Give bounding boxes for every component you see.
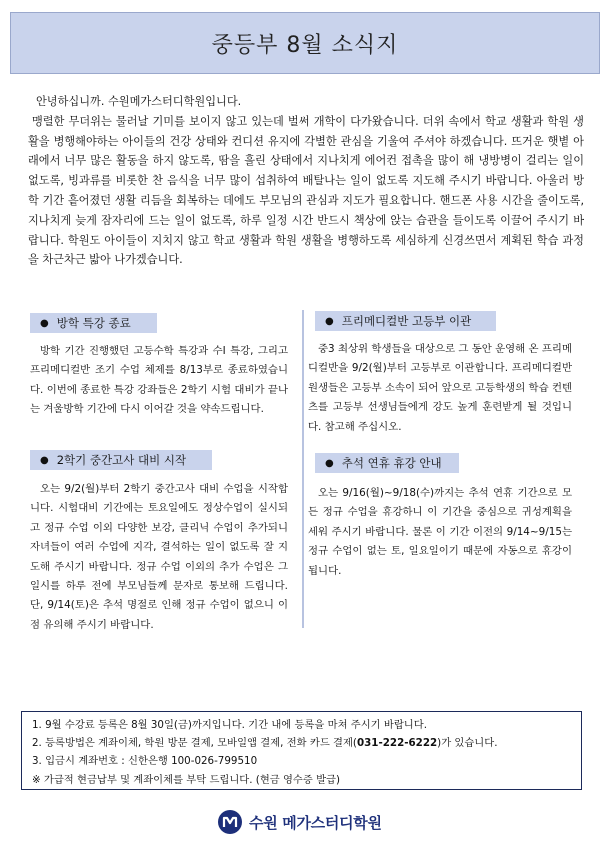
section-heading: 프리메디컬반 고등부 이관 (341, 314, 472, 328)
page-title: 중등부 8월 소식지 (211, 32, 399, 58)
bullet-icon: ● (40, 317, 49, 329)
bullet-icon: ● (325, 457, 334, 469)
megastudy-logo-icon (217, 809, 243, 835)
section-text-midterm: 오는 9/2(월)부터 2학기 중간고사 대비 수업을 시작합니다. 시험대비 기간에는 토요일에도 정상수업이 실시되고 정규 수업 이외 다양한 보강, 클리닉 수업이 추가되니 자녀들이 여러 수업에 지각, 결석하는 일이 없도록 잘 지도해 주시기 바랍니다. 정규 수업 이외의 추가 수업은 그 일시를 하루 전에 부모님들께 문자로 통보해 드립니다. 단, 9/14(토)은 추석 명절로 인해 정규 수업이 없으니 이 점 유의해 주시기 바랍니다. (30, 483, 288, 631)
title-banner (10, 12, 600, 74)
section-header-special-end (30, 313, 157, 333)
intro-body: 맹렬한 무더위는 물러날 기미를 보이지 않고 있는데 벌써 개학이 다가왔습니다. 더위 속에서 학교 생활과 학원 생활을 병행해야하는 아이들의 건강 상태와 컨디션 유지에 각별한 관심을 기울여 주셔야 하겠습니다. 뜨거운 햇볕 아래에서 너무 많은 활동을 하지 않도록, 땀을 흘린 상태에서 지나치게 에어컨 접촉을 많이 해 냉방병이 걸리는 일이 없도록, 빙과류를 비롯한 찬 음식을 너무 많이 섭취하여 배탈나는 일이 없도록 지도해 주시기 바랍니다. 아울러 방학 기간 흩어졌던 생활 리듬을 회복하는 데에도 부모님의 관심과 지도가 필요합니다. 핸드폰 사용 시간을 줄이도록, 지나치게 늦게 잠자리에 드는 일이 없도록, 하루 일정 시간 반드시 책상에 앉는 습관을 들이도록 이끌어 주시기 바랍니다. 학원도 아이들이 지치지 않고 학교 생활과 학원 생활을 병행하도록 세심하게 신경쓰면서 계획된 학습 과정을 차근차근 밟아 나가겠습니다. (28, 114, 584, 267)
section-heading: 2학기 중간고사 대비 시작 (56, 453, 187, 467)
academy-name: 수원 메가스터디학원 (249, 813, 382, 832)
section-header-midterm (30, 450, 212, 470)
phone-number: 031-222-6222 (356, 737, 438, 750)
academy-logo (217, 809, 382, 835)
section-text-premed: 중3 최상위 학생들을 대상으로 그 동안 운영해 온 프리메디컬반을 9/2(월)부터 고등부로 이관합니다. 프리메디컬반 원생들은 고등부 소속이 되어 앞으로 고등학생의 학습 컨텐츠를 고등부 선생님들에게 강도 높게 훈련받게 될 것입니다. 참고해 주십시오. (308, 343, 573, 433)
bullet-icon: ● (40, 454, 49, 466)
section-header-chuseok (315, 453, 459, 473)
intro-greeting: 안녕하십니까. 수원메가스터디학원입니다. (36, 95, 242, 108)
notice-line-3: 3. 입금시 계좌번호 : 신한은행 100-026-799510 (32, 755, 258, 768)
section-heading: 방학 특강 종료 (56, 316, 131, 330)
notice-line-2: 2. 등록방법은 계좌이체, 학원 방문 결제, 모바일앱 결제, 전화 카드 결제(031-222-6222)가 있습니다. (32, 737, 498, 750)
bullet-icon: ● (325, 315, 334, 327)
notice-line-4: ※ 가급적 현금납부 및 계좌이체를 부탁 드립니다. (현금 영수증 발급) (32, 773, 341, 786)
section-text-special-end: 방학 기간 진행했던 고등수학 특강과 수I 특강, 그리고 프리메디컬반 조기 수업 체제를 8/13부로 종료하였습니다. 이번에 종료한 특강 강좌들은 2학기 시험 대비가 끝나는 겨울방학 기간에 다시 이어갈 것을 약속드립니다. (30, 345, 288, 416)
section-text-chuseok: 오는 9/16(월)~9/18(수)까지는 추석 연휴 기간으로 모든 정규 수업을 휴강하니 이 기간을 중심으로 귀성계획을 세워 주시기 바랍니다. 물론 이 기간 이전의 9/14~9/15는 정규 수업이 없는 토, 일요일이기 때문에 자동으로 휴강이 됩니다. (308, 487, 572, 577)
intro-section (28, 92, 584, 270)
section-header-premed (315, 311, 496, 331)
column-divider (302, 310, 304, 628)
notice-line-1: 1. 9월 수강료 등록은 8월 30일(금)까지입니다. 기간 내에 등록을 마쳐 주시기 바랍니다. (32, 719, 427, 731)
section-heading: 추석 연휴 휴강 안내 (341, 456, 442, 470)
payment-notice-box (21, 711, 582, 790)
